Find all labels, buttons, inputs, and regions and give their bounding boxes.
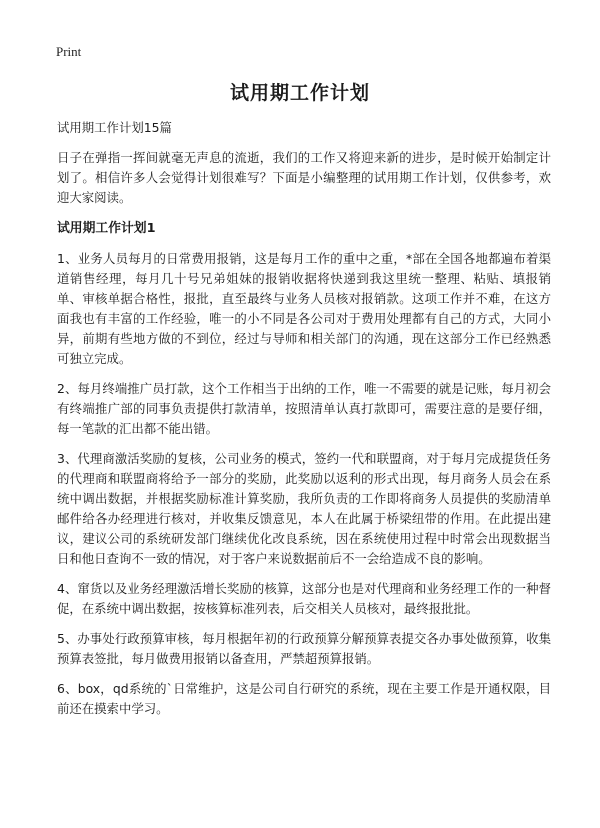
document-subtitle: 试用期工作计划15篇 [57,120,172,135]
section-heading: 试用期工作计划1 [57,221,156,236]
paragraph-3: 3、代理商激活奖励的复核，公司业务的模式，签约一代和联盟商，对于每月完成提货任务的代理商和联盟商将给予一部分的奖励，此奖励以返利的形式出现，每月商务人员会在系统中调出数据，并根据奖励标准计算奖励，我所负责的工作即将商务人员提供的奖励清单邮件给各办经理进行核对，并收集反馈意见，本人在此属于桥梁纽带的作用。在此提出建议，建议公司的系统研发部门继续优化改良系统，因在系统使用过程中时常会出现数据当日和他日查询不一致的情况，对于客户来说数据前后不一会给造成不良的影响。 [57,451,551,566]
document-body [57,118,551,729]
print-link[interactable]: Print [56,44,82,59]
intro-paragraph: 日子在弹指一挥间就毫无声息的流逝，我们的工作又将迎来新的进步，是时候开始制定计划了。相信许多人会觉得计划很难写？下面是小编整理的试用期工作计划，仅供参考，欢迎大家阅读。 [57,150,551,205]
paragraph-6: 6、box，qd系统的`日常维护，这是公司自行研究的系统，现在主要工作是开通权限，目前还在摸索中学习。 [57,681,551,716]
document-title: 试用期工作计划 [229,82,370,104]
paragraph-2: 2、每月终端推广员打款，这个工作相当于出纳的工作，唯一不需要的就是记账，每月初会有终端推广部的同事负责提供打款清单，按照清单认真打款即可，需要注意的是要仔细，每一笔款的汇出都不能出错。 [57,381,551,436]
paragraph-5: 5、办事处行政预算审核，每月根据年初的行政预算分解预算表提交各办事处做预算，收集预算表签批，每月做费用报销以备查用，严禁超预算报销。 [57,631,551,666]
paragraph-1: 1、业务人员每月的日常费用报销，这是每月工作的重中之重，*部在全国各地都遍布着渠道销售经理，每月几十号兄弟姐妹的报销收据将快递到我这里统一整理、粘贴、填报销单、审核单据合格性，报批，直至最终与业务人员核对报销款。这项工作并不难，在这方面我也有丰富的工作经验，唯一的小不同是各公司对于费用处理都有自己的方式，大同小异，前期有些地方做的不到位，经过与导师和相关部门的沟通，现在这部分工作已经熟悉可独立完成。 [57,251,551,366]
paragraph-4: 4、窜货以及业务经理激活增长奖励的核算，这部分也是对代理商和业务经理工作的一种督促，在系统中调出数据，按核算标准列表，后交相关人员核对，最终报批批。 [57,581,551,616]
